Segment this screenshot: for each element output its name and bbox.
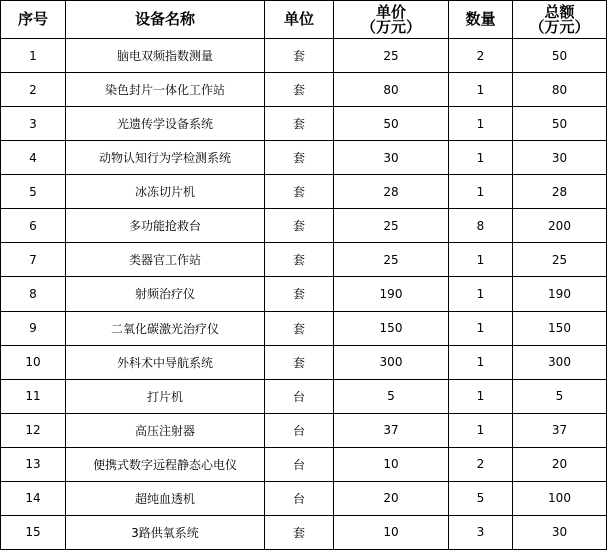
cell-name: 3路供氧系统 bbox=[66, 515, 265, 549]
cell-unit: 套 bbox=[265, 107, 334, 141]
cell-name: 脑电双频指数测量 bbox=[66, 39, 265, 73]
cell-total: 150 bbox=[513, 311, 607, 345]
cell-total: 5 bbox=[513, 379, 607, 413]
cell-qty: 1 bbox=[449, 277, 513, 311]
cell-total: 200 bbox=[513, 209, 607, 243]
cell-qty: 3 bbox=[449, 515, 513, 549]
cell-unit: 套 bbox=[265, 73, 334, 107]
header-total-line2: （万元） bbox=[529, 17, 590, 36]
cell-name: 外科术中导航系统 bbox=[66, 345, 265, 379]
cell-price: 10 bbox=[334, 447, 449, 481]
cell-index: 9 bbox=[1, 311, 66, 345]
cell-total: 20 bbox=[513, 447, 607, 481]
cell-unit: 套 bbox=[265, 175, 334, 209]
cell-qty: 1 bbox=[449, 107, 513, 141]
cell-qty: 1 bbox=[449, 243, 513, 277]
cell-qty: 1 bbox=[449, 73, 513, 107]
table-row bbox=[1, 73, 607, 107]
cell-price: 28 bbox=[334, 175, 449, 209]
cell-price: 10 bbox=[334, 515, 449, 549]
cell-price: 37 bbox=[334, 413, 449, 447]
cell-total: 300 bbox=[513, 345, 607, 379]
cell-name: 打片机 bbox=[66, 379, 265, 413]
cell-price: 190 bbox=[334, 277, 449, 311]
cell-price: 80 bbox=[334, 73, 449, 107]
cell-total: 37 bbox=[513, 413, 607, 447]
table-row bbox=[1, 481, 607, 515]
cell-unit: 套 bbox=[265, 311, 334, 345]
cell-unit: 套 bbox=[265, 39, 334, 73]
cell-total: 30 bbox=[513, 141, 607, 175]
cell-index: 7 bbox=[1, 243, 66, 277]
cell-unit: 套 bbox=[265, 515, 334, 549]
cell-total: 100 bbox=[513, 481, 607, 515]
cell-price: 25 bbox=[334, 243, 449, 277]
table-row bbox=[1, 141, 607, 175]
cell-index: 11 bbox=[1, 379, 66, 413]
header-row bbox=[1, 1, 607, 39]
table-row bbox=[1, 107, 607, 141]
cell-index: 10 bbox=[1, 345, 66, 379]
cell-qty: 1 bbox=[449, 175, 513, 209]
header-qty: 数量 bbox=[449, 1, 513, 39]
table-row bbox=[1, 243, 607, 277]
cell-name: 多功能抢救台 bbox=[66, 209, 265, 243]
cell-name: 超纯血透机 bbox=[66, 481, 265, 515]
header-price-line1: 单价 bbox=[375, 2, 406, 21]
cell-index: 12 bbox=[1, 413, 66, 447]
cell-unit: 台 bbox=[265, 379, 334, 413]
cell-index: 8 bbox=[1, 277, 66, 311]
table-row bbox=[1, 379, 607, 413]
table-row bbox=[1, 209, 607, 243]
table-row bbox=[1, 277, 607, 311]
cell-unit: 套 bbox=[265, 277, 334, 311]
cell-name: 射频治疗仪 bbox=[66, 277, 265, 311]
cell-total: 28 bbox=[513, 175, 607, 209]
cell-unit: 套 bbox=[265, 243, 334, 277]
table-row bbox=[1, 345, 607, 379]
cell-index: 13 bbox=[1, 447, 66, 481]
cell-qty: 1 bbox=[449, 311, 513, 345]
cell-price: 25 bbox=[334, 209, 449, 243]
cell-name: 染色封片一体化工作站 bbox=[66, 73, 265, 107]
cell-price: 300 bbox=[334, 345, 449, 379]
cell-qty: 1 bbox=[449, 413, 513, 447]
table-row bbox=[1, 515, 607, 549]
table-row bbox=[1, 311, 607, 345]
cell-qty: 5 bbox=[449, 481, 513, 515]
cell-price: 30 bbox=[334, 141, 449, 175]
cell-name: 类器官工作站 bbox=[66, 243, 265, 277]
cell-qty: 2 bbox=[449, 39, 513, 73]
cell-index: 14 bbox=[1, 481, 66, 515]
cell-unit: 台 bbox=[265, 481, 334, 515]
cell-qty: 1 bbox=[449, 141, 513, 175]
cell-price: 5 bbox=[334, 379, 449, 413]
cell-total: 190 bbox=[513, 277, 607, 311]
cell-qty: 1 bbox=[449, 345, 513, 379]
cell-index: 3 bbox=[1, 107, 66, 141]
cell-unit: 套 bbox=[265, 209, 334, 243]
table-row bbox=[1, 413, 607, 447]
header-name: 设备名称 bbox=[66, 1, 265, 39]
header-price-line2: （万元） bbox=[360, 17, 421, 36]
cell-name: 光遗传学设备系统 bbox=[66, 107, 265, 141]
cell-index: 6 bbox=[1, 209, 66, 243]
cell-name: 高压注射器 bbox=[66, 413, 265, 447]
table-row bbox=[1, 175, 607, 209]
cell-unit: 台 bbox=[265, 413, 334, 447]
cell-price: 25 bbox=[334, 39, 449, 73]
table-body bbox=[1, 39, 607, 550]
cell-total: 30 bbox=[513, 515, 607, 549]
cell-index: 2 bbox=[1, 73, 66, 107]
cell-qty: 2 bbox=[449, 447, 513, 481]
cell-price: 150 bbox=[334, 311, 449, 345]
cell-name: 二氧化碳激光治疗仪 bbox=[66, 311, 265, 345]
cell-unit: 台 bbox=[265, 447, 334, 481]
cell-index: 4 bbox=[1, 141, 66, 175]
cell-price: 20 bbox=[334, 481, 449, 515]
cell-index: 1 bbox=[1, 39, 66, 73]
cell-unit: 套 bbox=[265, 345, 334, 379]
cell-total: 80 bbox=[513, 73, 607, 107]
cell-qty: 8 bbox=[449, 209, 513, 243]
header-total bbox=[513, 1, 607, 39]
cell-price: 50 bbox=[334, 107, 449, 141]
header-unit: 单位 bbox=[265, 1, 334, 39]
table-row bbox=[1, 39, 607, 73]
cell-unit: 套 bbox=[265, 141, 334, 175]
header-index: 序号 bbox=[1, 1, 66, 39]
cell-index: 15 bbox=[1, 515, 66, 549]
cell-qty: 1 bbox=[449, 379, 513, 413]
header-total-line1: 总额 bbox=[544, 2, 575, 21]
cell-name: 冰冻切片机 bbox=[66, 175, 265, 209]
cell-index: 5 bbox=[1, 175, 66, 209]
table-row bbox=[1, 447, 607, 481]
cell-total: 50 bbox=[513, 107, 607, 141]
cell-name: 动物认知行为学检测系统 bbox=[66, 141, 265, 175]
cell-total: 50 bbox=[513, 39, 607, 73]
cell-total: 25 bbox=[513, 243, 607, 277]
header-price bbox=[334, 1, 449, 39]
cell-name: 便携式数字远程静态心电仪 bbox=[66, 447, 265, 481]
